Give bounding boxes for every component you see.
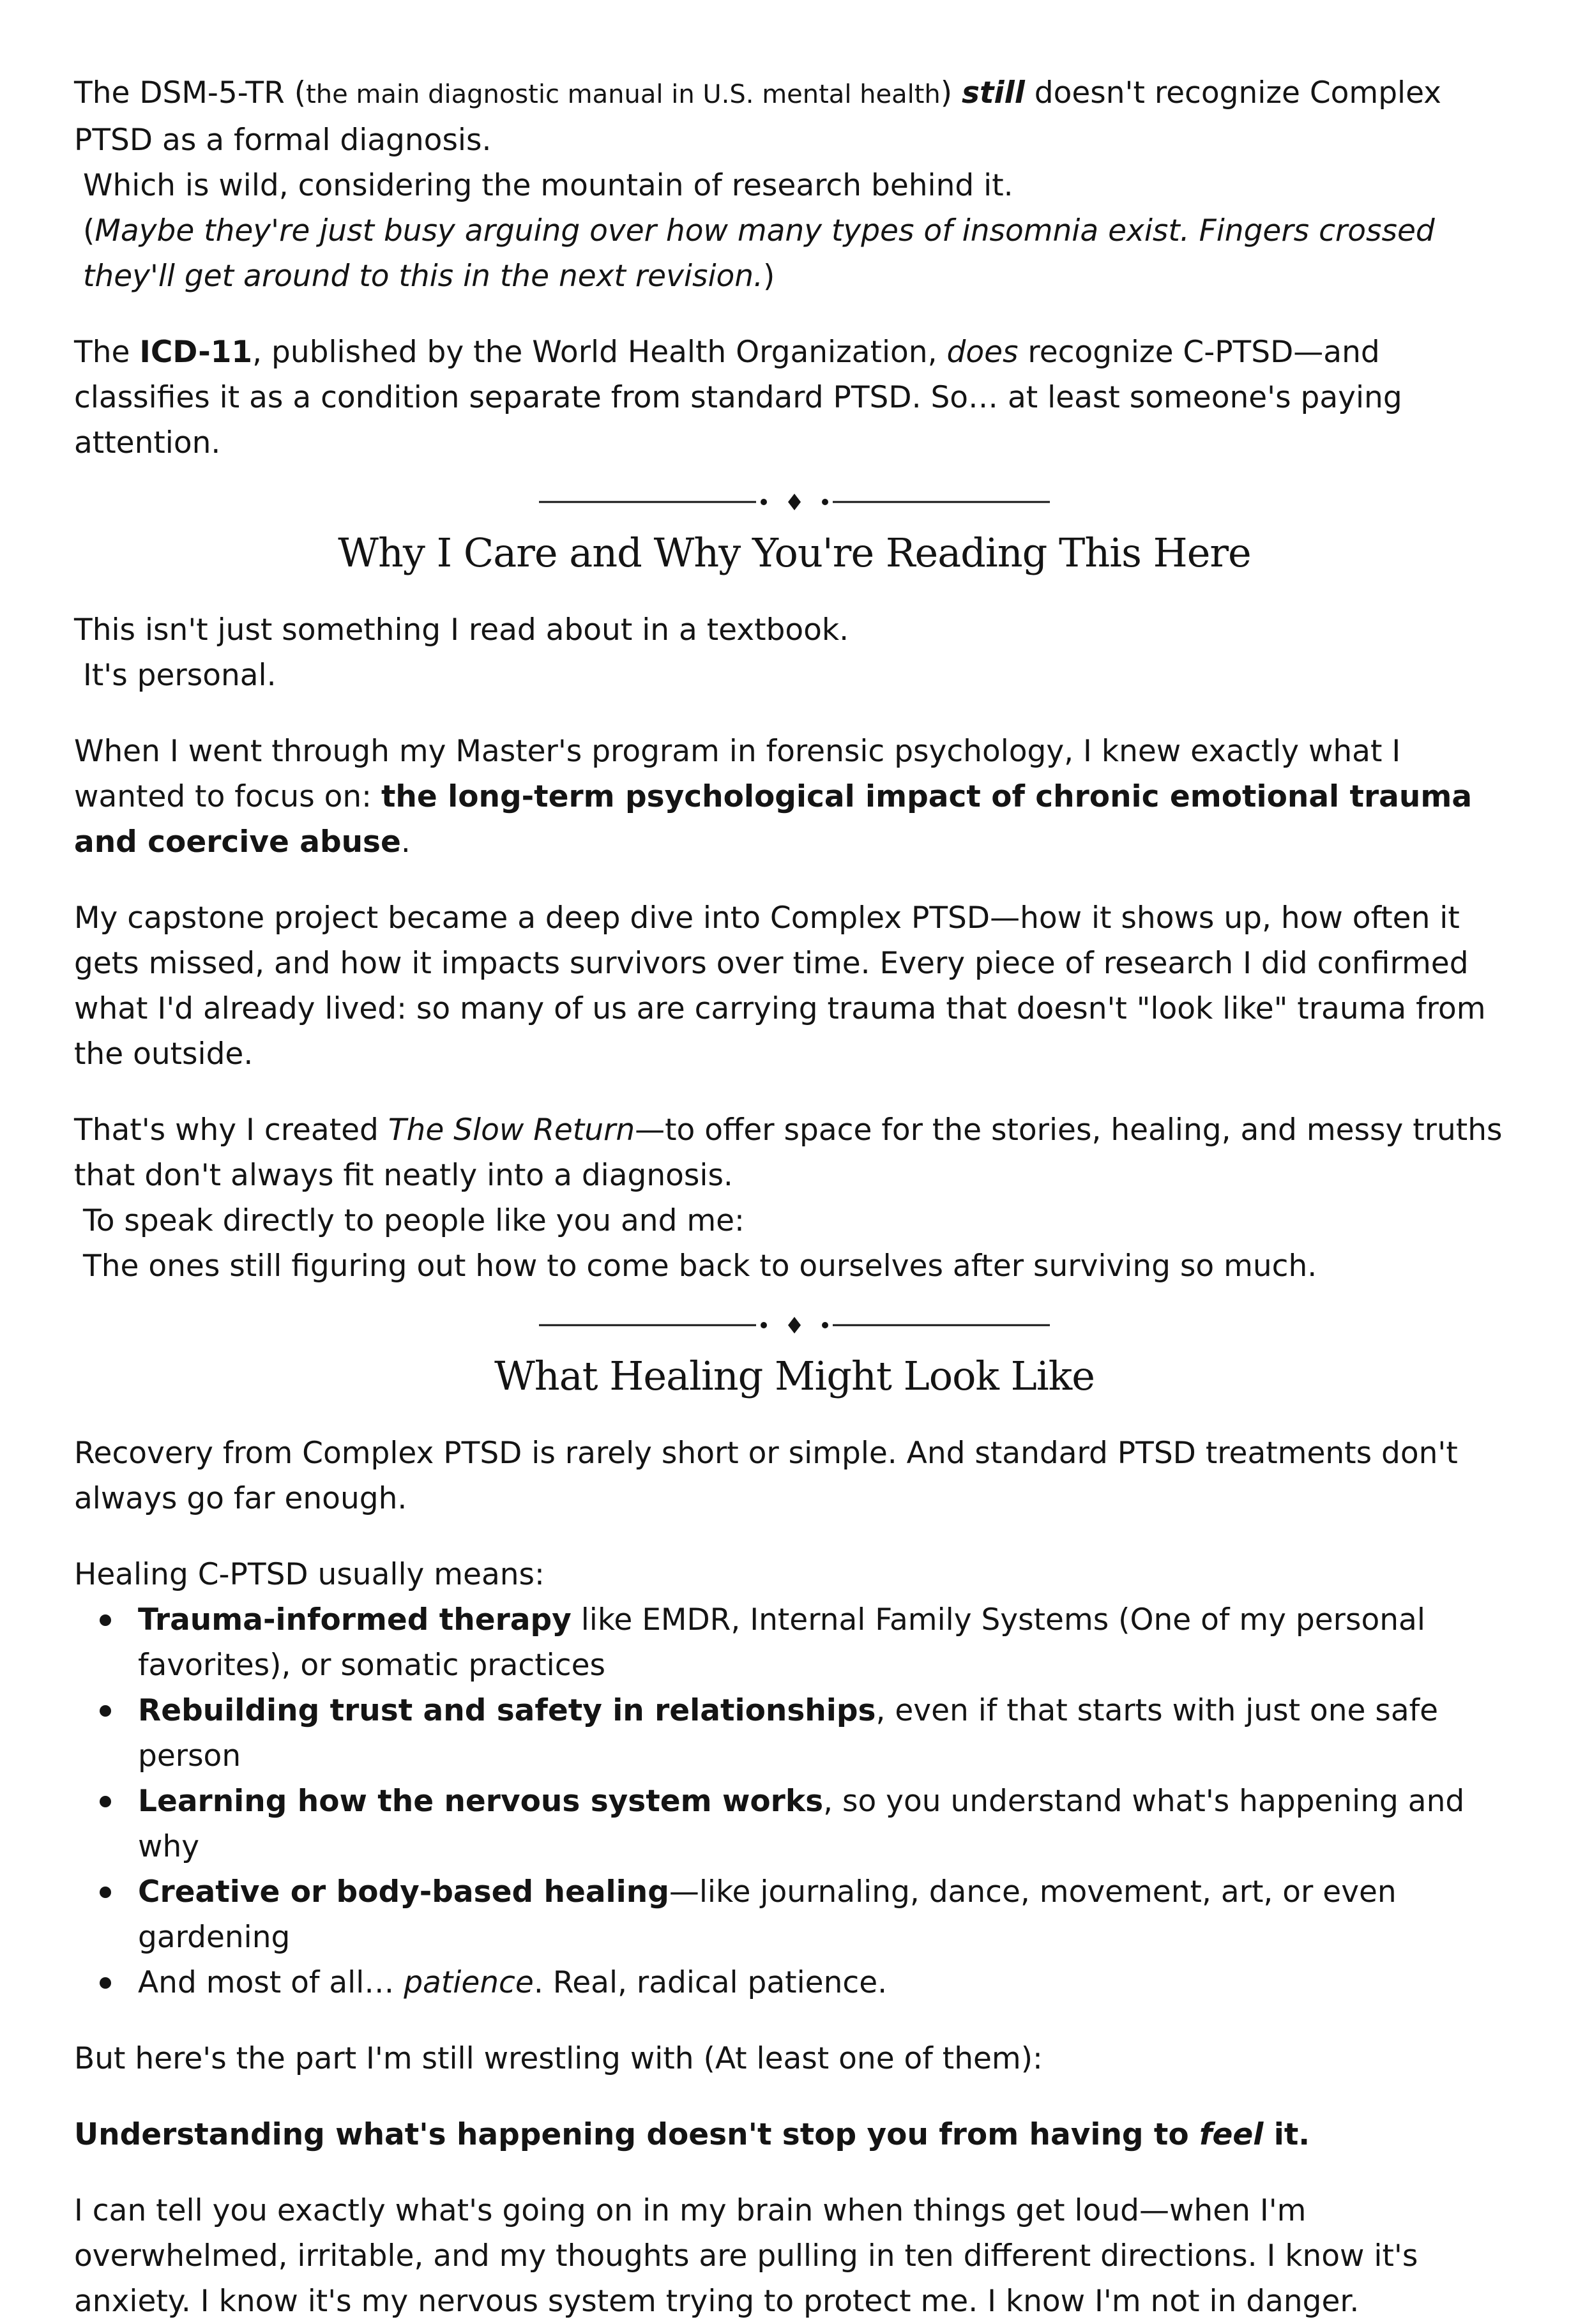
list-item: Trauma-informed therapy like EMDR, Internal Family Systems (One of my personal favorites), or somatic practices bbox=[100, 1597, 1515, 1688]
paragraph-wrestling: But here's the part I'm still wrestling with (At least one of them): bbox=[74, 2041, 1043, 2076]
section-heading-why-i-care: Why I Care and Why You're Reading This Here bbox=[338, 529, 1251, 576]
paragraph-recovery: Recovery from Complex PTSD is rarely short or simple. And standard PTSD treatments don't always go far enough. bbox=[74, 1436, 1458, 1516]
paragraph-not-textbook: This isn't just something I read about in a textbook. bbox=[74, 612, 849, 648]
intro-paragraph-aside: (Maybe they're just busy arguing over how many types of insomnia exist. Fingers crossed they'll get around to this in the next revision.) bbox=[83, 213, 1435, 294]
list-item: Creative or body-based healing—like journaling, dance, movement, art, or even gardening bbox=[100, 1869, 1515, 1960]
paragraph-slow-return: That's why I created The Slow Return—to offer space for the stories, healing, and messy truths that don't always fit neatly into a diagnosis. bbox=[74, 1113, 1503, 1193]
intro-paragraph-wild: Which is wild, considering the mountain of research behind it. bbox=[83, 168, 1013, 203]
emphasis-still: still bbox=[962, 75, 1025, 110]
ornament-divider bbox=[539, 1314, 1050, 1336]
paragraph-healing-means: Healing C-PTSD usually means: bbox=[74, 1557, 545, 1592]
bullet-dot-icon bbox=[100, 1977, 111, 1989]
bullet-dot-icon bbox=[100, 1614, 111, 1626]
ornament-divider bbox=[539, 491, 1050, 513]
paragraph-speak-directly: To speak directly to people like you and me: bbox=[83, 1203, 745, 1238]
bullet-dot-icon bbox=[100, 1796, 111, 1807]
bullet-dot-icon bbox=[100, 1887, 111, 1898]
paragraph-personal: It's personal. bbox=[83, 658, 277, 693]
section-heading-healing: What Healing Might Look Like bbox=[494, 1353, 1095, 1399]
paragraph-anxiety: I can tell you exactly what's going on in my brain when things get loud—when I'm overwhelmed, irritable, and my thoughts are pulling in ten different directions. I know it's anxiety. I know it's my nervous system trying to protect me. I know I'm not in danger. bbox=[74, 2193, 1418, 2319]
intro-paragraph-icd: The ICD-11, published by the World Health Organization, does recognize C-PTSD—and classifies it as a condition separate from standard PTSD. So… at least someone's paying attention. bbox=[74, 335, 1402, 460]
list-item: Learning how the nervous system works, so you understand what's happening and why bbox=[100, 1779, 1515, 1869]
healing-list bbox=[74, 1597, 1515, 2005]
publication-title: The Slow Return bbox=[388, 1113, 635, 1148]
intro-paragraph-dsm: The DSM-5-TR (the main diagnostic manual in U.S. mental health) still doesn't recognize Complex PTSD as a formal diagnosis. bbox=[74, 75, 1441, 158]
list-item: Rebuilding trust and safety in relationships, even if that starts with just one safe person bbox=[100, 1688, 1515, 1779]
list-item: And most of all… patience. Real, radical patience. bbox=[100, 1960, 1515, 2005]
paragraph-understanding: Understanding what's happening doesn't stop you from having to feel it. bbox=[74, 2117, 1310, 2152]
paragraph-the-ones: The ones still figuring out how to come back to ourselves after surviving so much. bbox=[83, 1249, 1317, 1284]
icd-11-label: ICD-11 bbox=[139, 335, 253, 370]
paragraph-masters: When I went through my Master's program in forensic psychology, I knew exactly what I wanted to focus on: the long-term psychological impact of chronic emotional trauma and coercive abuse. bbox=[74, 734, 1473, 860]
bullet-dot-icon bbox=[100, 1705, 111, 1717]
paragraph-capstone: My capstone project became a deep dive into Complex PTSD—how it shows up, how often it gets missed, and how it impacts survivors over time. Every piece of research I did confirmed what I'd already lived: so many of us are carrying trauma that doesn't "look like" trauma from the outside. bbox=[74, 900, 1486, 1072]
